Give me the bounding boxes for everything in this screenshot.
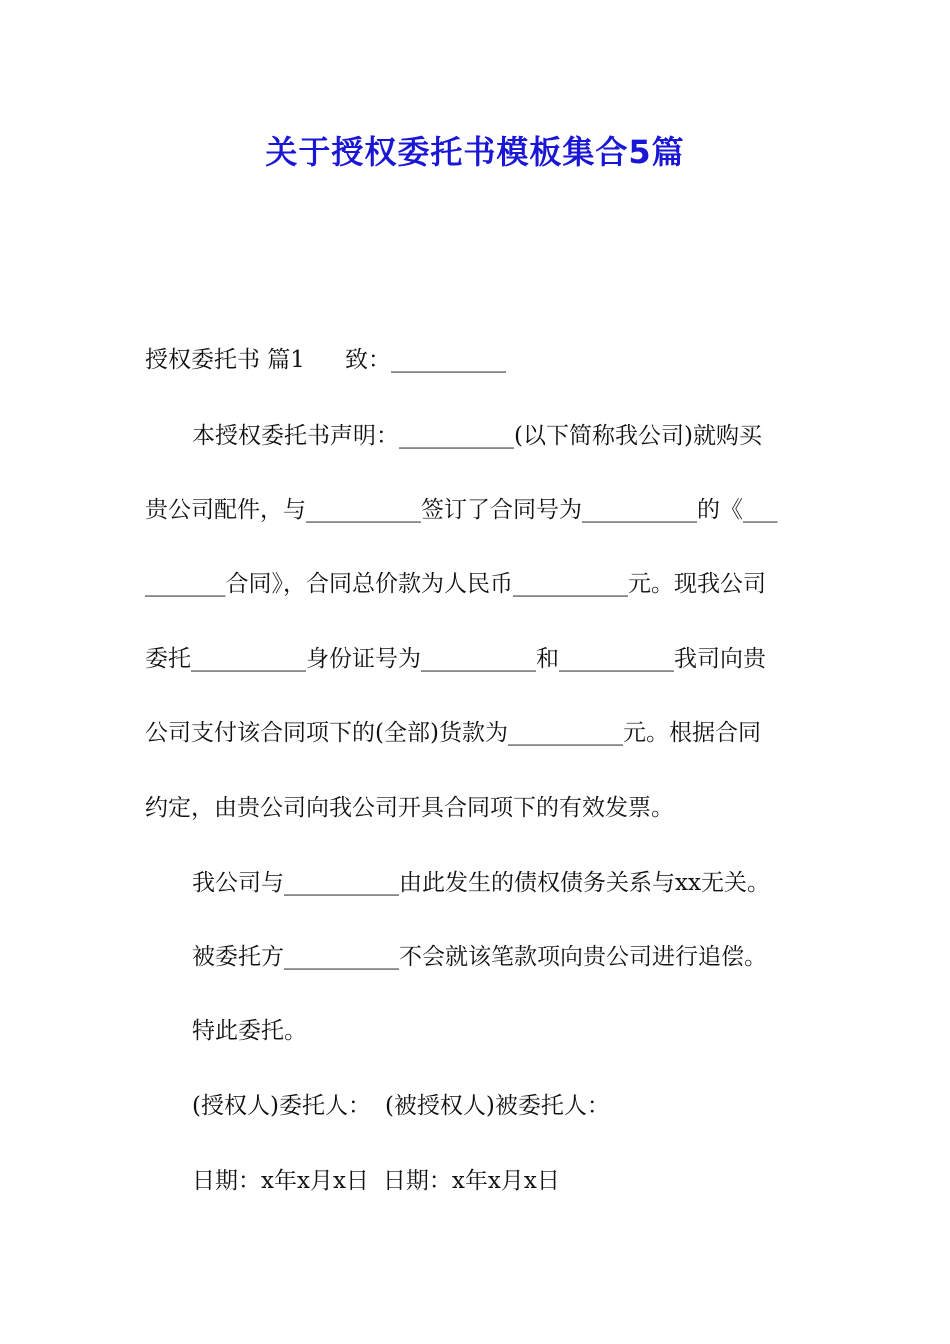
body-line: _______合同》，合同总价款为人民币__________元。现我公司 <box>145 571 766 597</box>
body-line: 约定，由贵公司向我公司开具合同项下的有效发票。 <box>145 795 674 821</box>
principal-date: 日期：x年x月x日 <box>192 1168 369 1194</box>
body-line: 本授权委托书声明：__________(以下简称我公司)就购买 <box>192 423 762 449</box>
agent-date: 日期：x年x月x日 <box>382 1168 560 1194</box>
signature-labels <box>192 1090 610 1122</box>
principal-label: (授权人)委托人： <box>192 1093 371 1119</box>
document-title: 关于授权委托书模板集合5篇 <box>265 133 685 171</box>
body-line: 公司支付该合同项下的(全部)货款为__________元。根据合同 <box>145 720 761 746</box>
body-line: 贵公司配件，与__________签订了合同号为__________的《___ <box>145 497 778 523</box>
body-line: 我公司与__________由此发生的债权债务关系与xx无关。 <box>192 870 770 896</box>
body-line: 委托__________身份证号为__________和__________我司向贵 <box>145 646 766 672</box>
heading-line <box>145 344 506 376</box>
body-line: 被委托方__________不会就该笔款项向贵公司进行追偿。 <box>192 944 767 970</box>
section-heading: 授权委托书 篇1 <box>145 347 305 373</box>
addressee-line: 致：__________ <box>344 347 506 373</box>
agent-label: (被授权人)被委托人： <box>384 1093 610 1119</box>
closing-line: 特此委托。 <box>192 1018 307 1044</box>
signature-dates <box>192 1165 560 1197</box>
